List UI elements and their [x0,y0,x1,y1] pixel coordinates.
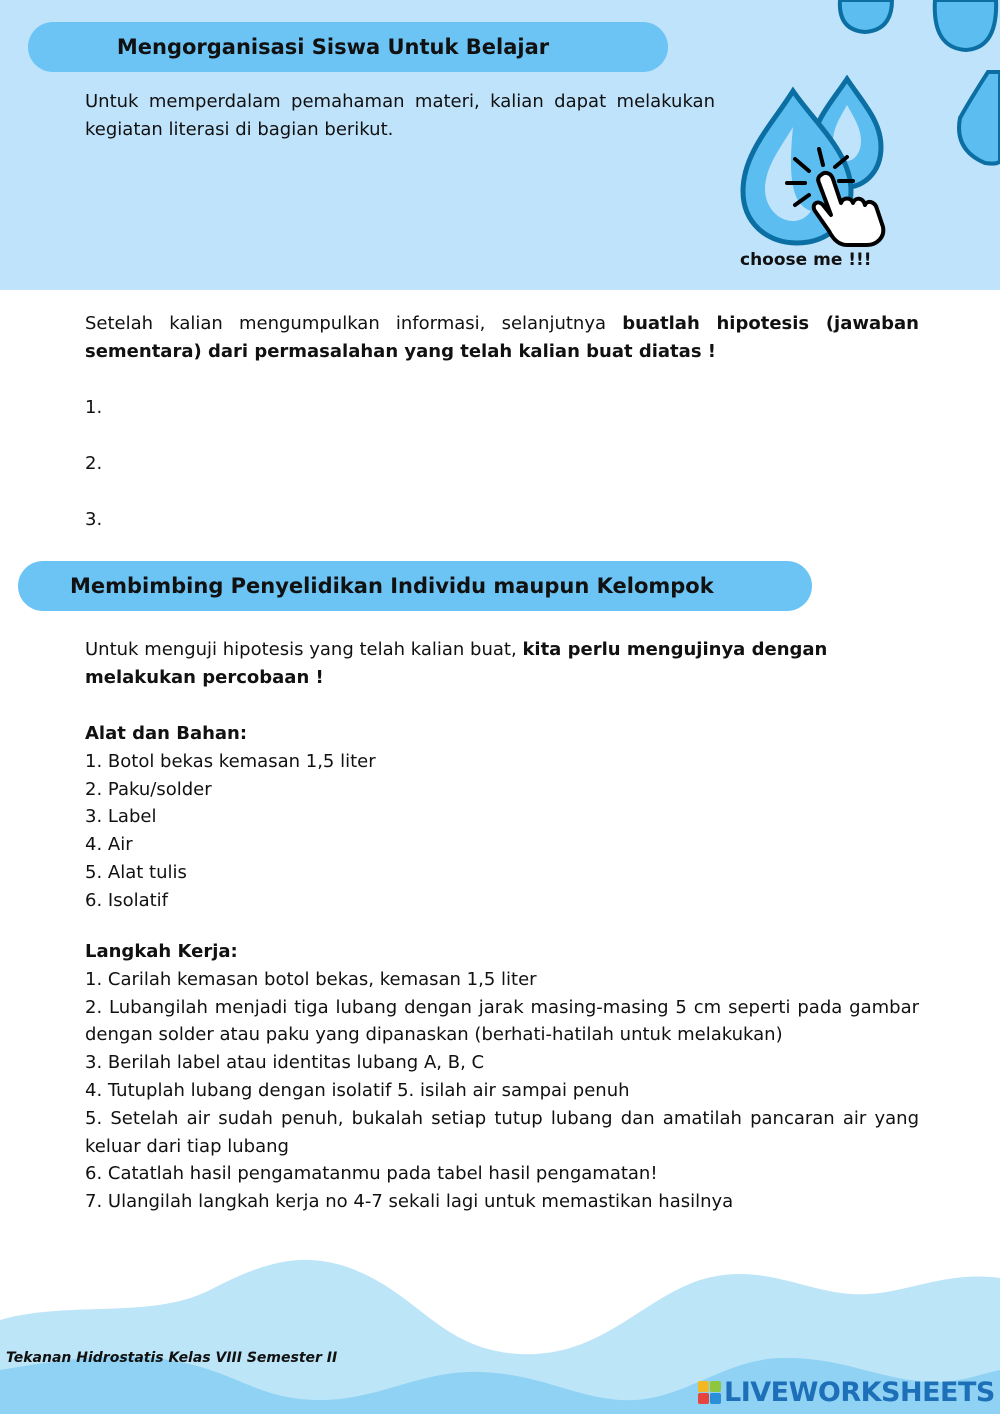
hypothesis-item-3: 3. [85,509,103,530]
list-item: 6. Isolatif [85,889,169,911]
liveworksheets-logo-icon [698,1381,721,1404]
section-title-investigation [18,561,812,611]
list-item: 2. Lubangilah menjadi tiga lubang dengan jarak masing-masing 5 cm seperti pada gambar dengan solder atau paku yang dipanaskan (berhati-hatilah untuk melakukan) [85,996,919,1046]
steps-list [85,938,919,1216]
list-item: 4. Air [85,834,133,856]
hypothesis-item-1: 1. [85,397,103,418]
hypothesis-bold-text: buatlah hipotesis (jawaban sementara) dari permasalahan yang telah kalian buat diatas ! [85,313,919,362]
experiment-intro-text: Untuk menguji hipotesis yang telah kalian buat, [85,639,523,660]
choose-me-label: choose me !!! [740,250,872,270]
liveworksheets-text: LIVEWORKSHEETS [724,1377,995,1408]
list-item: 7. Ulangilah langkah kerja no 4-7 sekali lagi untuk memastikan hasilnya [85,1191,734,1213]
section-title-organize [28,22,668,72]
water-drops-hand-pointer-icon [735,75,895,250]
list-item: 5. Alat tulis [85,861,187,883]
list-item: 1. Carilah kemasan botol bekas, kemasan 1,5 liter [85,968,537,990]
experiment-intro [85,636,919,692]
section-title-investigation-text: Membimbing Penyelidikan Individu maupun Kelompok [70,574,714,598]
list-item: 5. Setelah air sudah penuh, bukalah setiap tutup lubang dan amatilah pancaran air yang keluar dari tiap lubang [85,1107,919,1157]
materials-list [85,720,919,915]
section-title-organize-text: Mengorganisasi Siswa Untuk Belajar [116,35,550,59]
list-item: 1. Botol bekas kemasan 1,5 liter [85,750,376,772]
footer-caption: Tekanan Hidrostatis Kelas VIII Semester II [6,1350,338,1366]
list-item: 2. Paku/solder [85,778,212,800]
list-item: 3. Berilah label atau identitas lubang A, B, C [85,1052,485,1074]
steps-heading: Langkah Kerja: [85,941,238,962]
list-item: 6. Catatlah hasil pengamatanmu pada tabel hasil pengamatan! [85,1163,658,1185]
hypothesis-text: Setelah kalian mengumpulkan informasi, selanjutnya [85,313,623,334]
list-item: 4. Tutuplah lubang dengan isolatif 5. isilah air sampai penuh [85,1079,630,1101]
experiment-intro-bold: kita perlu mengujinya dengan melakukan percobaan ! [85,639,828,688]
hypothesis-item-2: 2. [85,453,103,474]
materials-heading: Alat dan Bahan: [85,723,248,744]
list-item: 3. Label [85,806,157,828]
intro-paragraph: Untuk memperdalam pemahaman materi, kalian dapat melakukan kegiatan literasi di bagian berikut. [85,91,715,140]
liveworksheets-watermark[interactable] [698,1377,995,1408]
hypothesis-instruction [85,310,919,366]
